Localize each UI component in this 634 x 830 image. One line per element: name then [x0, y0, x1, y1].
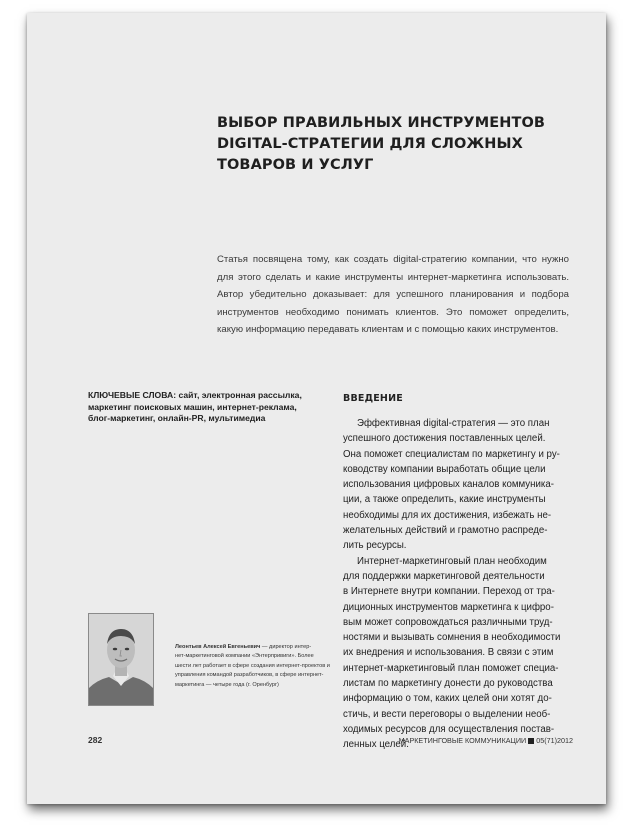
body-line: Эффективная digital-стратегия — это план	[357, 418, 550, 429]
body-line: лить ресурсы.	[343, 540, 407, 552]
author-bio-line	[175, 643, 321, 652]
author-bio	[175, 643, 330, 690]
journal-issue: 05(71)2012	[536, 736, 573, 745]
journal-footer	[399, 736, 573, 745]
body-line: ции, а также определить, какие инструменты	[343, 494, 546, 506]
title-line: DIGITAL-СТРАТЕГИИ ДЛЯ СЛОЖНЫХ	[217, 136, 523, 152]
body-line: Интернет-маркетинговый план необходим	[357, 555, 547, 567]
body-line: информацию о том, каких целей они хотят до-	[343, 693, 552, 705]
page-number: 282	[88, 735, 103, 745]
section-heading: ВВЕДЕНИЕ	[343, 393, 403, 404]
article-body	[343, 416, 573, 753]
title-line: ТОВАРОВ И УСЛУГ	[217, 157, 374, 173]
body-line: необходимы для их достижения, избежать не-	[343, 509, 552, 521]
keywords: КЛЮЧЕВЫЕ СЛОВА: сайт, электронная рассылка, маркетинг поисковых машин, интернет-реклама, блог-маркетинг, онлайн-PR, мультимедиа	[88, 390, 302, 424]
body-line: желательных действий и грамотно распреде-	[343, 525, 548, 537]
journal-name: МАРКЕТИНГОВЫЕ КОММУНИКАЦИИ	[398, 736, 527, 745]
article-abstract: Статья посвящена тому, как создать digital-стратегию компании, что нужно для этого сделать и какие инструменты интернет-маркетинга использовать. Автор убедительно доказывает: для успешного планирования и подбора инструментов необходимо понимать клиентов. Это поможет определить, какую информацию передавать клиентам и с помощью каких инструментов.	[217, 254, 569, 336]
body-line: их внедрения и использования. В связи с этим	[343, 647, 554, 659]
author-bio-line: нет-маркетинговой компании «Энтерпривиги». Более	[175, 653, 314, 660]
square-icon	[528, 738, 534, 744]
article-title	[217, 113, 557, 176]
author-bio-line: маркетинга — четыре года (г. Оренбург)	[175, 681, 279, 688]
body-line: диционных инструментов маркетинга к цифро-	[343, 601, 554, 613]
body-line: ходимых ресурсов для осуществления постав-	[343, 723, 555, 735]
body-line: использования цифровых каналов коммуника-	[343, 479, 554, 491]
author-bio-text: — директор интер-	[260, 644, 312, 650]
body-line: успешного достижения поставленных целей.	[343, 433, 546, 445]
author-name: Леонтьев Алексей Евгеньевич	[175, 644, 261, 650]
body-line: ностями и вызывать сомнения в необходимости	[343, 632, 561, 644]
body-line: стичь, и вести переговоры о выделении необ-	[343, 708, 551, 720]
author-photo	[88, 613, 154, 706]
author-bio-line: управления командой разработчиков, в сфере интернет-	[175, 672, 324, 679]
magazine-page	[27, 13, 606, 804]
body-line: ленных целей.	[343, 739, 409, 751]
body-line: интернет-маркетинговый план поможет специа-	[343, 662, 559, 674]
body-line: Она поможет специалистам по маркетингу и ру-	[343, 448, 560, 460]
body-line: в Интернете внутри компании. Переход от тра-	[343, 586, 555, 598]
body-line: для поддержки маркетинговой деятельности	[343, 570, 545, 582]
body-line: вым может сопровождаться различными труд-	[343, 616, 553, 628]
author-bio-line: шести лет работает в сфере создания интернет-проектов и	[175, 662, 330, 669]
body-line: ководству компании выработать общие цели	[343, 463, 546, 475]
title-line: ВЫБОР ПРАВИЛЬНЫХ ИНСТРУМЕНТОВ	[217, 115, 546, 131]
body-line: листам по маркетингу донести до руководства	[343, 678, 553, 690]
